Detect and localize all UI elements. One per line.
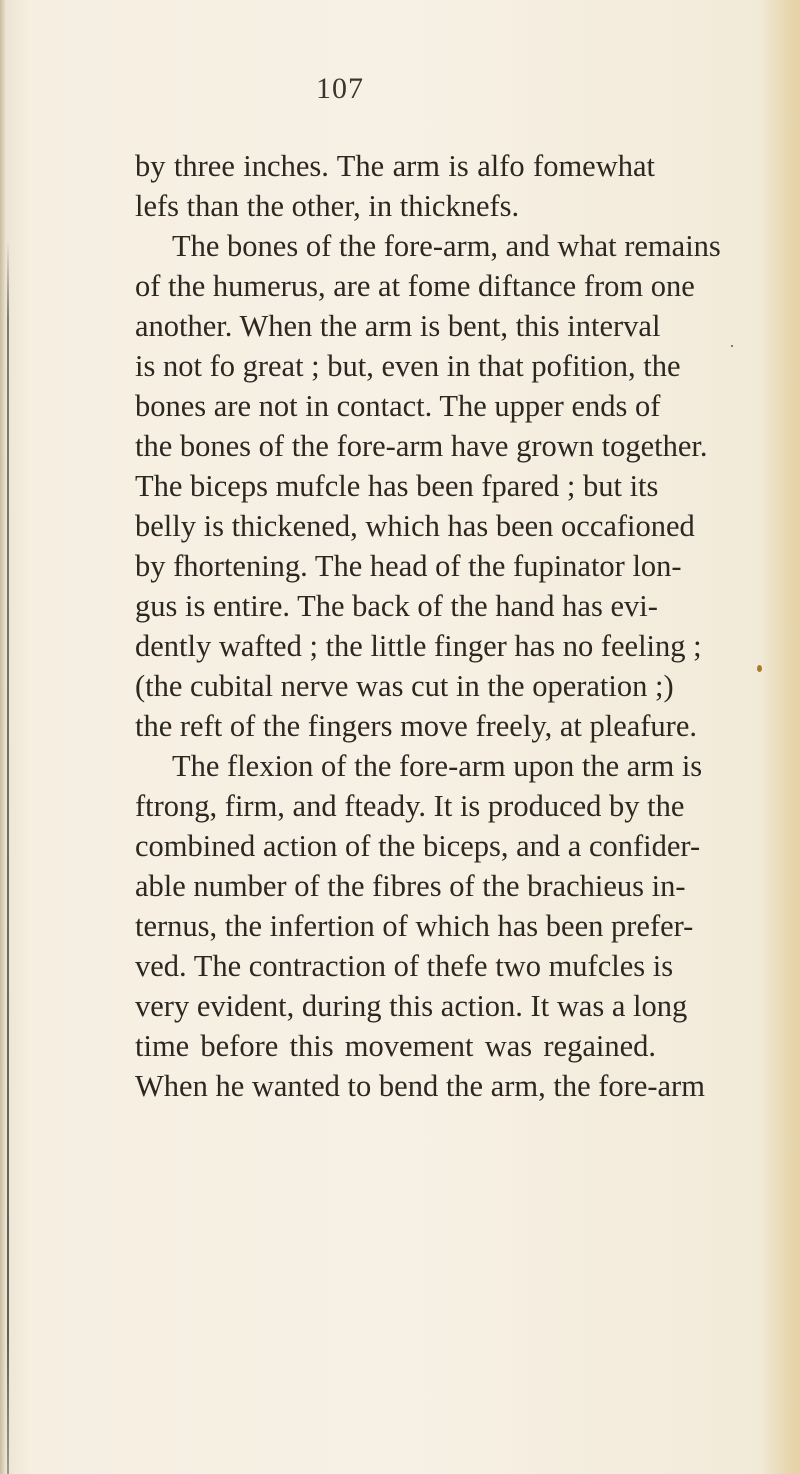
- text-line-20: ternus, the infertion of which has been prefer-: [135, 909, 694, 943]
- text-line-9: The biceps mufcle has been fpared ; but its: [135, 469, 659, 503]
- text-line-14: (the cubital nerve was cut in the operation ;): [135, 669, 674, 703]
- text-line-4: of the humerus, are at fome diftance from one: [135, 269, 695, 303]
- text-line-24: When he wanted to bend the arm, the fore-arm: [135, 1069, 705, 1103]
- ink-speck: [757, 665, 762, 672]
- text-line-1: by three inches. The arm is alfo fomewhat: [135, 149, 655, 183]
- text-line-3: The bones of the fore-arm, and what remains: [172, 229, 721, 263]
- text-line-18: combined action of the biceps, and a confider-: [135, 829, 701, 863]
- text-line-7: bones are not in contact. The upper ends of: [135, 389, 661, 423]
- text-line-11: by fhortening. The head of the fupinator lon-: [135, 549, 682, 583]
- ink-speck: [731, 345, 733, 347]
- text-line-23: time before this movement was regained.: [135, 1029, 656, 1063]
- text-line-21: ved. The contraction of thefe two mufcles is: [135, 949, 674, 983]
- page-number: 107: [316, 72, 364, 105]
- text-line-2: lefs than the other, in thicknefs.: [135, 189, 520, 223]
- text-line-5: another. When the arm is bent, this interval: [135, 309, 661, 343]
- text-line-13: dently wafted ; the little finger has no feeling ;: [135, 629, 702, 663]
- text-line-19: able number of the fibres of the brachieus in-: [135, 869, 686, 903]
- text-line-10: belly is thickened, which has been occafioned: [135, 509, 695, 543]
- text-line-22: very evident, during this action. It was a long: [135, 989, 688, 1023]
- text-line-12: gus is entire. The back of the hand has evi-: [135, 589, 658, 623]
- text-line-6: is not fo great ; but, even in that pofition, the: [135, 349, 681, 383]
- text-line-15: the reft of the fingers move freely, at pleafure.: [135, 709, 698, 743]
- text-line-17: ftrong, firm, and fteady. It is produced by the: [135, 789, 685, 823]
- text-line-8: the bones of the fore-arm have grown together.: [135, 429, 708, 463]
- text-line-16: The flexion of the fore-arm upon the arm is: [172, 749, 703, 783]
